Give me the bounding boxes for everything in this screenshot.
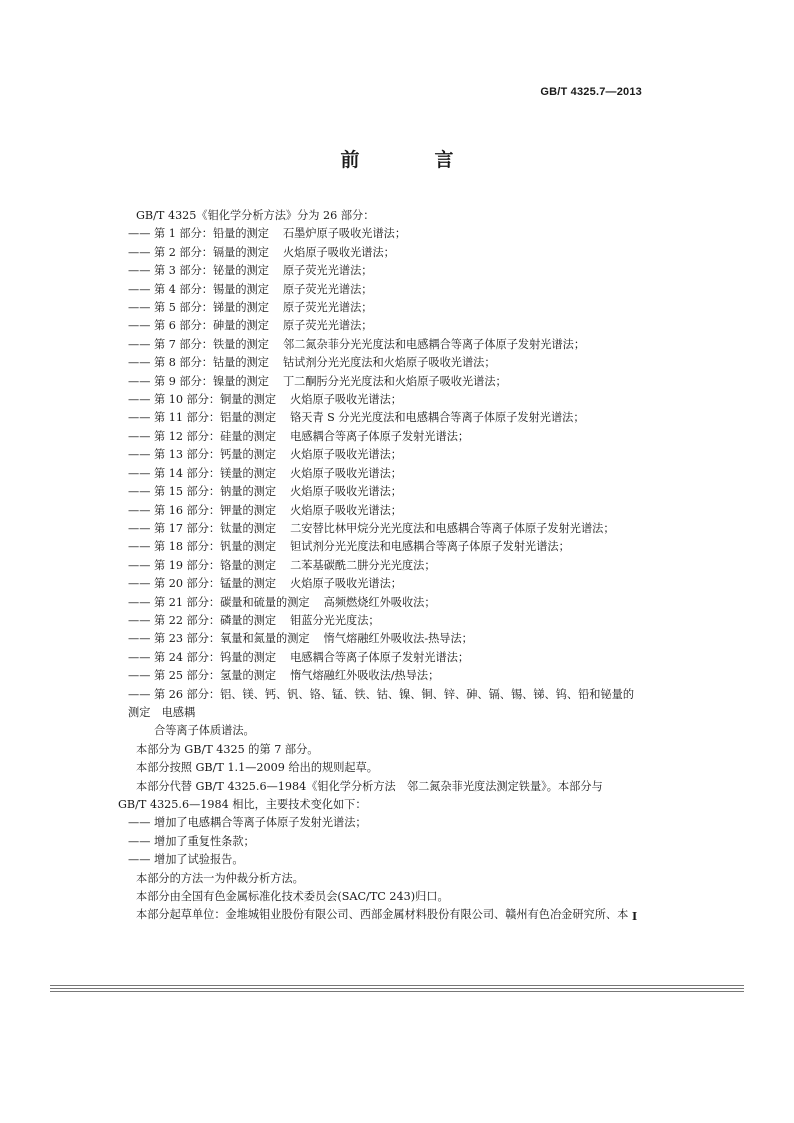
dash: —— [128,301,151,315]
part-subject: 锡量的测定 [212,282,269,296]
part-number: 第 6 部分： [154,319,213,333]
change-text: 增加了重复性条款； [154,834,255,848]
part-method: 火焰原子吸收光谱法； [282,245,395,259]
part-number: 第 1 部分： [154,227,213,241]
part-subject: 铁量的测定 [212,337,269,351]
part-subject: 镉量的测定 [212,245,269,259]
part-26-line2: 合等离子体质谱法。 [154,724,255,738]
dash: —— [128,613,151,627]
part-item [118,557,643,575]
part-subject: 钛量的测定 [220,521,277,535]
part-method: 钴试剂分光光度法和火焰原子吸收光谱法； [282,356,496,370]
paragraph-part-of: 本部分为 GB/T 4325 的第 7 部分。 [136,742,319,756]
part-number: 第 11 部分： [154,411,221,425]
part-item [118,594,643,612]
part-number: 第 2 部分： [154,245,213,259]
dash: —— [128,485,151,499]
dash: —— [128,374,151,388]
dash: —— [128,853,151,867]
part-item [118,667,643,685]
page-divider [50,991,744,992]
page-number: I [632,910,638,923]
part-method: 丁二酮肟分光光度法和火焰原子吸收光谱法； [282,374,507,388]
part-number: 第 3 部分： [154,264,213,278]
part-item [118,446,643,464]
part-number: 第 13 部分： [154,448,221,462]
part-method: 钽试剂分光光度法和电感耦合等离子体原子发射光谱法； [290,540,570,554]
paragraph-drafting-units: 本部分起草单位：金堆城钼业股份有限公司、西部金属材料股份有限公司、赣州有色冶金研究所、本 [136,908,629,922]
part-number: 第 23 部分： [154,632,221,646]
part-subject: 铜量的测定 [220,393,277,407]
part-subject: 铋量的测定 [212,264,269,278]
change-item [118,814,643,832]
part-number: 第 22 部分： [154,613,221,627]
part-number: 第 25 部分： [154,669,221,683]
part-method: 惰气熔融红外吸收法/热导法； [290,669,440,683]
dash: —— [128,669,151,683]
part-method: 高频燃烧红外吸收法； [323,595,436,609]
dash: —— [128,466,151,480]
part-subject: 磷量的测定 [220,613,277,627]
part-subject: 铬量的测定 [220,558,277,572]
dash: —— [128,595,151,609]
dash: —— [128,503,151,517]
part-subject: 钾量的测定 [220,503,277,517]
dash: —— [128,227,151,241]
change-item [118,833,643,851]
part-subject: 氧量和氮量的测定 [220,632,310,646]
part-method: 铬天青 S 分光光度法和电感耦合等离子体原子发射光谱法； [290,411,585,425]
dash: —— [128,319,151,333]
part-subject: 锰量的测定 [220,577,277,591]
dash: —— [128,521,151,535]
part-method: 二安替比林甲烷分光光度法和电感耦合等离子体原子发射光谱法； [290,521,615,535]
part-method: 电感耦合等离子体原子发射光谱法； [290,650,470,664]
part-method: 火焰原子吸收光谱法； [290,577,402,591]
part-subject: 氢量的测定 [220,669,277,683]
dash: —— [128,540,151,554]
change-item [118,851,643,869]
part-item [118,225,643,243]
part-item [118,262,643,280]
dash: —— [128,834,151,848]
dash: —— [128,393,151,407]
paragraph-replaces-line1: 本部分代替 GB/T 4325.6—1984《钼化学分析方法 邻二氮杂菲光度法测定铁量》。本部分与 [136,779,603,793]
part-item [118,373,643,391]
part-item [118,409,643,427]
part-item [118,317,643,335]
page-divider [50,988,744,989]
part-26-line1 [118,686,643,723]
part-method: 惰气熔融红外吸收法-热导法； [323,632,473,646]
part-item [118,465,643,483]
part-item [118,538,643,556]
part-method: 原子荧光光谱法； [282,301,373,315]
paragraph-arbitration: 本部分的方法一为仲裁分析方法。 [136,871,304,885]
intro-line: GB/T 4325《钼化学分析方法》分为 26 部分： [136,209,375,222]
part-number: 第 24 部分： [154,650,221,664]
dash: —— [128,245,151,259]
part-number: 第 17 部分： [154,521,221,535]
part-subject: 钨量的测定 [220,650,277,664]
part-number: 第 10 部分： [154,393,221,407]
part-number: 第 21 部分： [154,595,221,609]
part-number: 第 12 部分： [154,429,221,443]
part-item [118,630,643,648]
part-subject: 锑量的测定 [212,301,269,315]
dash: —— [128,650,151,664]
part-number: 第 14 部分： [154,466,221,480]
part-subject: 铝量的测定 [220,411,277,425]
part-method: 火焰原子吸收光谱法； [290,448,402,462]
part-item [118,428,643,446]
part-item [118,336,643,354]
part-subject: 砷量的测定 [212,319,269,333]
dash: —— [128,356,151,370]
part-item [118,520,643,538]
part-number: 第 4 部分： [154,282,213,296]
paragraph-drafting-rules: 本部分按照 GB/T 1.1—2009 给出的规则起草。 [136,761,378,775]
part-method: 石墨炉原子吸收光谱法； [282,227,407,241]
part-number: 第 8 部分： [154,356,213,370]
paragraph-committee: 本部分由全国有色金属标准化技术委员会(SAC/TC 243)归口。 [136,890,449,904]
part-subject: 硅量的测定 [220,429,277,443]
part-number: 第 5 部分： [154,301,213,315]
part-method: 火焰原子吸收光谱法； [290,503,402,517]
part-method: 火焰原子吸收光谱法； [290,466,402,480]
part-method: 电感耦合等离子体原子发射光谱法； [290,429,470,443]
part-item [118,281,643,299]
part-method: 原子荧光光谱法； [282,264,373,278]
part-item [118,575,643,593]
part-method: 原子荧光光谱法； [282,319,373,333]
part-method: 火焰原子吸收光谱法； [290,393,402,407]
dash: —— [128,687,151,701]
part-subject: 铅量的测定 [212,227,269,241]
dash: —— [128,411,151,425]
part-26-text: 第 26 部分：铝、镁、钙、钒、铬、锰、铁、钴、镍、铜、锌、砷、镉、锡、锑、钨、铅和铋量的测定 电感耦 [128,687,635,719]
page-title: 前 言 [340,149,482,171]
change-text: 增加了试验报告。 [154,853,244,867]
dash: —— [128,448,151,462]
change-text: 增加了电感耦合等离子体原子发射光谱法； [154,816,367,830]
foreword-body [118,207,643,925]
part-item [118,502,643,520]
part-item [118,244,643,262]
dash: —— [128,429,151,443]
part-number: 第 18 部分： [154,540,221,554]
parts-list [118,225,643,685]
paragraph-replaces-line2: GB/T 4325.6—1984 相比，主要技术变化如下： [118,798,367,811]
part-number: 第 16 部分： [154,503,221,517]
dash: —— [128,282,151,296]
part-subject: 钴量的测定 [212,356,269,370]
part-method: 钼蓝分光光度法； [290,613,380,627]
part-number: 第 15 部分： [154,485,221,499]
page-divider [50,985,744,986]
part-method: 二苯基碳酰二肼分光光度法； [290,558,436,572]
part-item [118,354,643,372]
part-method: 火焰原子吸收光谱法； [290,485,402,499]
dash: —— [128,264,151,278]
part-subject: 钙量的测定 [220,448,277,462]
dash: —— [128,816,151,830]
part-item [118,391,643,409]
part-number: 第 19 部分： [154,558,221,572]
part-subject: 镍量的测定 [212,374,269,388]
dash: —— [128,558,151,572]
part-number: 第 9 部分： [154,374,213,388]
standard-code: GB/T 4325.7—2013 [540,86,642,98]
part-item [118,649,643,667]
part-method: 原子荧光光谱法； [282,282,373,296]
part-subject: 碳量和硫量的测定 [220,595,310,609]
dash: —— [128,632,151,646]
part-item [118,612,643,630]
part-item [118,483,643,501]
part-method: 邻二氮杂菲分光光度法和电感耦合等离子体原子发射光谱法； [282,337,586,351]
part-number: 第 20 部分： [154,577,221,591]
part-subject: 镁量的测定 [220,466,277,480]
part-subject: 钠量的测定 [220,485,277,499]
part-item [118,299,643,317]
dash: —— [128,337,151,351]
dash: —— [128,577,151,591]
part-subject: 钒量的测定 [220,540,277,554]
part-number: 第 7 部分： [154,337,213,351]
